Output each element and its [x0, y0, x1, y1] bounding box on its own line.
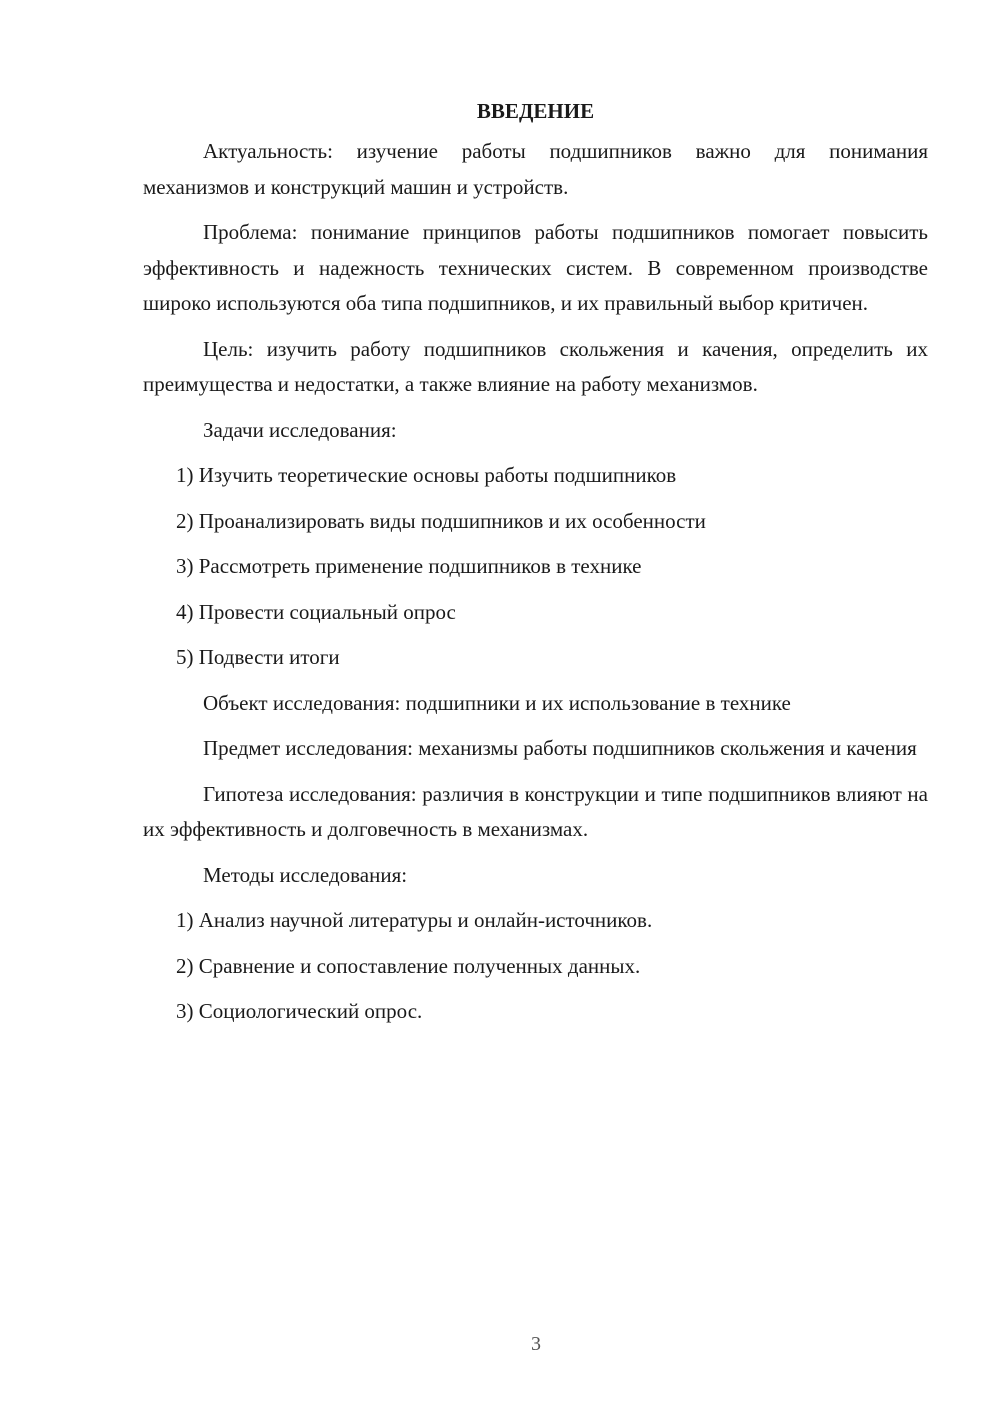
methods-heading: Методы исследования: [203, 862, 408, 887]
task-item: 4) Провести социальный опрос [176, 599, 456, 624]
page-title: ВВЕДЕНИЕ [476, 99, 595, 123]
page-number: 3 [531, 1333, 541, 1355]
method-item: 2) Сравнение и сопоставление полученных данных. [176, 953, 641, 978]
task-item: 1) Изучить теоретические основы работы подшипников [176, 463, 677, 487]
tasks-heading: Задачи исследования: [203, 417, 397, 442]
goal-paragraph: Цель: изучить работу подшипников скольжения и качения, определить их преимущества и недостатки, а также влияние на работу механизмов. [143, 336, 928, 396]
task-item: 3) Рассмотреть применение подшипников в технике [176, 554, 642, 578]
method-item: 1) Анализ научной литературы и онлайн-источников. [176, 908, 653, 932]
method-item: 3) Социологический опрос. [176, 999, 423, 1023]
problem-paragraph: Проблема: понимание принципов работы подшипников помогает повысить эффективность и надежность технических систем. В современном производстве широко используются оба типа подшипников, и их правильный выбор критичен. [143, 220, 928, 315]
relevance-paragraph: Актуальность: изучение работы подшипников важно для понимания механизмов и конструкций машин и устройств. [143, 139, 928, 199]
hypothesis-paragraph: Гипотеза исследования: различия в конструкции и типе подшипников влияют на их эффективность и долговечность в механизмах. [143, 781, 928, 841]
subject-paragraph: Предмет исследования: механизмы работы подшипников скольжения и качения [203, 736, 917, 760]
task-item: 5) Подвести итоги [176, 645, 340, 669]
task-item: 2) Проанализировать виды подшипников и их особенности [176, 508, 706, 533]
document-page [143, 96, 928, 1040]
object-paragraph: Объект исследования: подшипники и их использование в технике [203, 690, 791, 715]
